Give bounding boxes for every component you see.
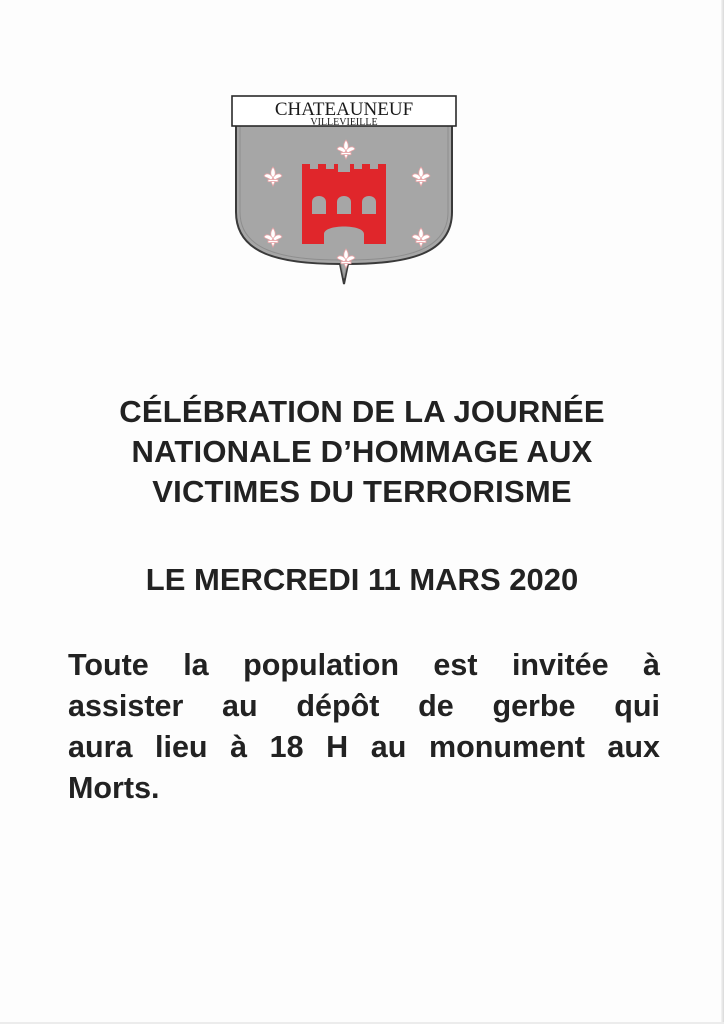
invitation-line: aura lieu à 18 H au monument aux	[68, 730, 660, 764]
crest-town-subname: VILLEVIEILLE	[310, 117, 378, 128]
event-title-line: NATIONALE D’HOMMAGE AUX	[131, 434, 593, 469]
invitation-line: Morts.	[68, 771, 160, 805]
invitation-line: Toute la population est invitée à	[68, 648, 660, 682]
invitation-text	[68, 645, 660, 809]
town-crest	[228, 94, 460, 290]
crest-town-name: CHATEAUNEUF	[274, 99, 414, 120]
event-title-line: CÉLÉBRATION DE LA JOURNÉE	[119, 394, 605, 429]
event-date: LE MERCREDI 11 MARS 2020	[145, 562, 579, 597]
coat-of-arms-icon	[228, 94, 460, 290]
event-title-line: VICTIMES DU TERRORISME	[152, 474, 572, 509]
invitation-line: assister au dépôt de gerbe qui	[68, 689, 660, 723]
event-title	[40, 392, 684, 512]
